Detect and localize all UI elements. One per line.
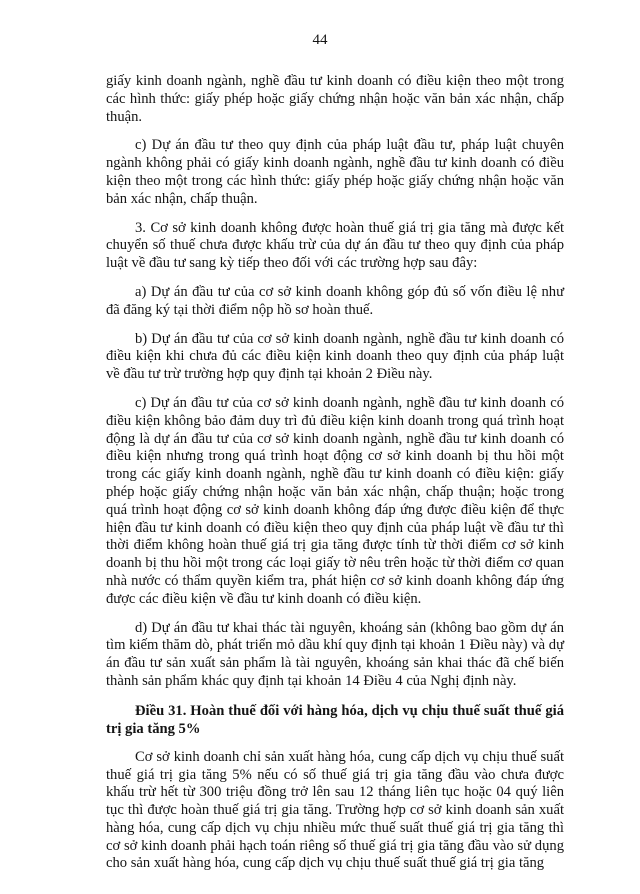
- article-heading: Điều 31. Hoàn thuế đối với hàng hóa, dịch vụ chịu thuế suất thuế giá trị gia tăng 5%: [106, 702, 564, 738]
- paragraph-item-b: b) Dự án đầu tư của cơ sở kinh doanh ngành, nghề đầu tư kinh doanh có điều kiện khi chưa đủ các điều kiện kinh doanh theo quy định của pháp luật về đầu tư trừ trường hợp quy định tại khoản 2 Điều này.: [106, 330, 564, 383]
- paragraph-item-a: a) Dự án đầu tư của cơ sở kinh doanh không góp đủ số vốn điều lệ như đã đăng ký tại thời điểm nộp hồ sơ hoàn thuế.: [106, 283, 564, 318]
- paragraph-item-c: c) Dự án đầu tư theo quy định của pháp luật đầu tư, pháp luật chuyên ngành không phải có giấy kinh doanh ngành, nghề đầu tư kinh doanh có điều kiện theo một trong các hình thức: giấy phép hoặc giấy chứng nhận hoặc văn bản xác nhận, chấp thuận.: [106, 137, 564, 207]
- page-body: [106, 73, 564, 884]
- paragraph-clause-3: 3. Cơ sở kinh doanh không được hoàn thuế giá trị gia tăng mà được kết chuyển số thuế chưa được khấu trừ của dự án đầu tư theo quy định của pháp luật về đầu tư sang kỳ tiếp theo đối với các trường hợp sau đây:: [106, 219, 564, 272]
- page-number: 44: [312, 32, 328, 48]
- paragraph-item-c-long: c) Dự án đầu tư của cơ sở kinh doanh ngành, nghề đầu tư kinh doanh có điều kiện không bảo đảm duy trì đủ điều kiện kinh doanh trong quá trình hoạt động là dự án đầu tư của cơ sở kinh doanh ngành, nghề đầu tư kinh doanh có điều kiện nhưng trong quá trình hoạt động cơ sở kinh doanh bị thu hồi một trong các giấy kinh doanh ngành, nghề đầu tư kinh doanh có điều kiện: giấy phép hoặc giấy chứng nhận hoặc văn bản xác nhận, chấp thuận; hoặc trong quá trình hoạt động cơ sở kinh doanh không đáp ứng được điều kiện để thực hiện đầu tư kinh doanh có điều kiện theo quy định của pháp luật về đầu tư thì thời điểm không hoàn thuế giá trị gia tăng được tính từ thời điểm cơ sở kinh doanh bị thu hồi một trong các loại giấy tờ nêu trên hoặc từ thời điểm cơ quan nhà nước có thẩm quyền kiểm tra, phát hiện cơ sở kinh doanh không đáp ứng được các điều kiện về đầu tư kinh doanh có điều kiện.: [106, 394, 564, 607]
- paragraph-continuation: giấy kinh doanh ngành, nghề đầu tư kinh doanh có điều kiện theo một trong các hình thức: giấy phép hoặc giấy chứng nhận hoặc văn bản xác nhận, chấp thuận.: [106, 73, 564, 125]
- paragraph-item-d: d) Dự án đầu tư khai thác tài nguyên, khoáng sản (không bao gồm dự án tìm kiếm thăm dò, phát triển mỏ dầu khí quy định tại khoản 1 Điều này) và dự án đầu tư sản xuất sản phẩm là tài nguyên, khoáng sản khai thác đã chế biến thành sản phẩm khác quy định tại khoản 14 Điều 4 của Nghị định này.: [106, 619, 564, 689]
- paragraph-article-31-body: Cơ sở kinh doanh chỉ sản xuất hàng hóa, cung cấp dịch vụ chịu thuế suất thuế giá trị gia tăng 5% nếu có số thuế giá trị gia tăng đầu vào chưa được khấu trừ hết từ 300 triệu đồng trở lên sau 12 tháng liên tục hoặc 04 quý liên tục thì được hoàn thuế giá trị gia tăng. Trường hợp cơ sở kinh doanh sản xuất hàng hóa, cung cấp dịch vụ chịu nhiều mức thuế suất thuế giá trị gia tăng thì cơ sở kinh doanh phải hạch toán riêng số thuế giá trị gia tăng đầu vào sử dụng cho sản xuất hàng hóa, cung cấp dịch vụ chịu thuế suất thuế giá trị gia tăng: [106, 748, 564, 872]
